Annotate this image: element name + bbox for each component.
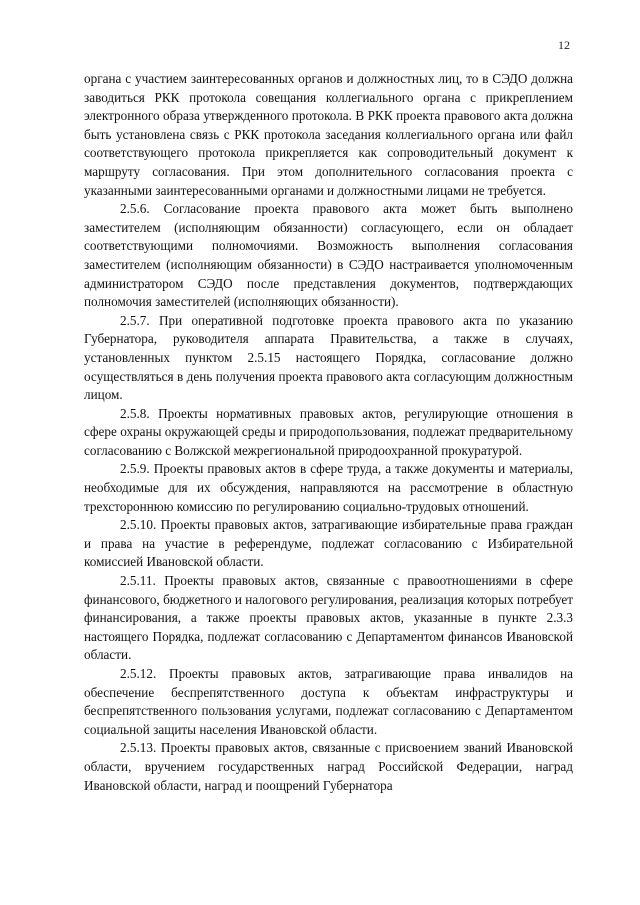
paragraph-2-5-12: 2.5.12. Проекты правовых актов, затрагивающие права инвалидов на обеспечение беспрепятственного доступа к объектам инфраструктуры и беспрепятственного пользования услугами, подлежат согласованию с Департаментом социальной защиты населения Ивановской области.: [84, 666, 573, 737]
paragraph-2-5-8: 2.5.8. Проекты нормативных правовых актов, регулирующие отношения в сфере охраны окружающей среды и природопользования, подлежат предварительному согласованию с Волжской межрегиональной природоохранной прокуратурой.: [84, 405, 573, 458]
document-body: [84, 70, 573, 795]
paragraph-continuation: органа с участием заинтересованных органов и должностных лиц, то в СЭДО должна заводиться РКК протокола совещания коллегиального органа с прикреплением электронного образа утвержденного протокола. В РКК проекта правового акта должна быть установлена связь с РКК протокола заседания коллегиального органа или файл соответствующего протокола прикрепляется как сопроводительный документ к маршруту согласования. При этом дополнительного согласования проекта с указанными заинтересованными органами и должностными лицами не требуется.: [84, 71, 573, 198]
paragraph-2-5-6: 2.5.6. Согласование проекта правового акта может быть выполнено заместителем (исполняющим обязанности) согласующего, если он обладает соответствующими полномочиями. Возможность выполнения согласования заместителем (исполняющим обязанности) в СЭДО настраивается уполномоченным администратором СЭДО после представления документов, подтверждающих полномочия заместителей (исполняющих обязанности).: [84, 201, 573, 310]
page-number: 12: [558, 38, 570, 52]
paragraph-2-5-11: 2.5.11. Проекты правовых актов, связанные с правоотношениями в сфере финансового, бюджетного и налогового регулирования, реализация которых потребует финансирования, а также проекты правовых актов, указанные в пункте 2.3.3 настоящего Порядка, подлежат согласованию с Департаментом финансов Ивановской области.: [84, 573, 573, 663]
paragraph-2-5-7: 2.5.7. При оперативной подготовке проекта правового акта по указанию Губернатора, руководителя аппарата Правительства, а также в случаях, установленных пунктом 2.5.15 настоящего Порядка, согласование должно осуществляться в день получения проекта правового акта согласующим должностным лицом.: [84, 312, 573, 403]
paragraph-2-5-9: 2.5.9. Проекты правовых актов в сфере труда, а также документы и материалы, необходимые для их обсуждения, направляются на рассмотрение в областную трехстороннюю комиссию по регулированию социально-трудовых отношений.: [84, 461, 573, 514]
paragraph-2-5-10: 2.5.10. Проекты правовых актов, затрагивающие избирательные права граждан и права на участие в референдуме, подлежат согласованию с Избирательной комиссией Ивановской области.: [84, 517, 573, 570]
paragraph-2-5-13: 2.5.13. Проекты правовых актов, связанные с присвоением званий Ивановской области, вручением государственных наград Российской Федерации, наград Ивановской области, наград и поощрений Губернатора: [84, 740, 573, 793]
